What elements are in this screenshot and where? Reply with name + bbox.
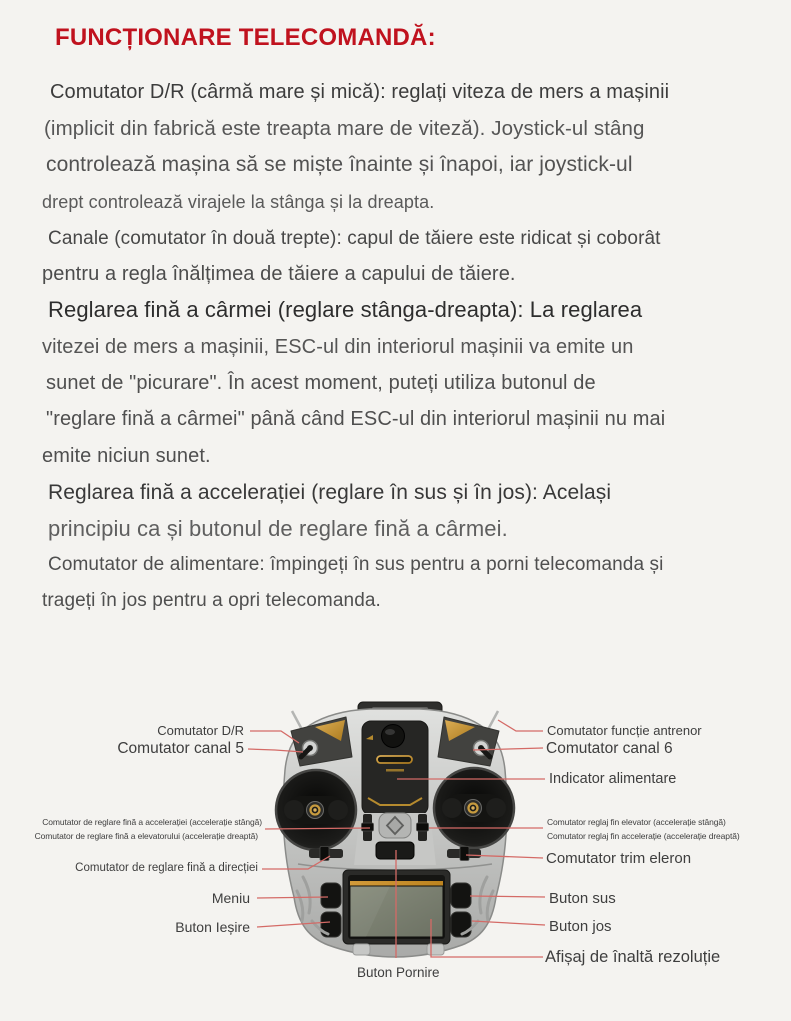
body-line: emite niciun sunet. — [42, 445, 211, 467]
label-comutator-canal-6: Comutator canal 6 — [546, 740, 673, 757]
body-line: controlează mașina să se miște înainte și înapoi, iar joystick-ul — [46, 153, 633, 176]
label-buton-iesire: Buton Ieșire — [175, 919, 250, 935]
body-line: trageți în jos pentru a opri telecomanda. — [42, 590, 381, 611]
callout-sus — [470, 896, 545, 897]
body-line: principiu ca și butonul de reglare fină a cârmei. — [48, 516, 508, 541]
callout-trim-eleron — [466, 855, 543, 858]
label-functie-antrenor: Comutator funcție antrenor — [547, 723, 702, 738]
body-line: sunet de "picurare". În acest moment, puteți utiliza butonul de — [46, 372, 596, 394]
body-line: drept controlează virajele la stânga și la dreapta. — [42, 192, 435, 212]
callout-iesire — [257, 922, 330, 927]
body-line: (implicit din fabrică este treapta mare de viteză). Joystick-ul stâng — [44, 117, 645, 140]
body-line: "reglare fină a cârmei" până când ESC-ul din interiorul mașinii nu mai — [46, 408, 666, 430]
label-reglare-acceleratie-stanga: Comutator de reglare fină a accelerației (accelerație stângă) — [42, 817, 262, 827]
body-line: pentru a regla înălțimea de tăiere a capului de tăiere. — [42, 263, 516, 285]
label-reglaj-elevator-stanga: Comutator reglaj fin elevator (accelerație stângă) — [547, 817, 726, 827]
body-line: vitezei de mers a mașinii, ESC-ul din interiorul mașinii va emite un — [42, 336, 634, 358]
callout-trim-left — [265, 828, 370, 829]
label-buton-pornire: Buton Pornire — [357, 965, 440, 980]
label-afisaj: Afișaj de înaltă rezoluție — [545, 948, 721, 966]
callout-dr — [250, 731, 299, 743]
callout-directie — [262, 856, 330, 869]
callout-jos — [472, 921, 545, 925]
label-trim-eleron: Comutator trim eleron — [546, 850, 692, 867]
label-indicator-alimentare: Indicator alimentare — [549, 771, 677, 787]
label-reglare-directie: Comutator de reglare fină a direcției — [75, 862, 258, 874]
page-title: FUNCȚIONARE TELECOMANDĂ: — [55, 24, 436, 51]
label-meniu: Meniu — [211, 890, 250, 906]
body-line: Comutator de alimentare: împingeți în sus pentru a porni telecomanda și — [48, 554, 664, 575]
callout-canal6 — [473, 748, 543, 750]
body-line: Reglarea fină a accelerației (reglare în sus și în jos): Același — [48, 481, 612, 504]
callout-afisaj — [431, 919, 543, 957]
label-comutator-canal-5: Comutator canal 5 — [117, 740, 244, 757]
label-reglare-elevator-dreapta: Comutator de reglare fină a elevatorului (accelerație dreaptă) — [34, 831, 258, 841]
callout-canal5 — [248, 749, 303, 752]
label-buton-jos: Buton jos — [549, 918, 612, 935]
callout-meniu — [257, 897, 328, 898]
label-buton-sus: Buton sus — [549, 890, 616, 907]
callout-antrenor — [498, 720, 543, 731]
body-line: Canale (comutator în două trepte): capul de tăiere este ridicat și coborât — [48, 228, 661, 249]
body-line: Reglarea fină a cârmei (reglare stânga-dreapta): La reglarea — [48, 297, 643, 322]
body-line: Comutator D/R (cârmă mare și mică): reglați viteza de mers a mașinii — [50, 81, 670, 103]
label-reglaj-acceleratie-dreapta: Comutator reglaj fin accelerație (accelerație dreaptă) — [547, 831, 740, 841]
label-comutator-dr: Comutator D/R — [157, 723, 244, 738]
